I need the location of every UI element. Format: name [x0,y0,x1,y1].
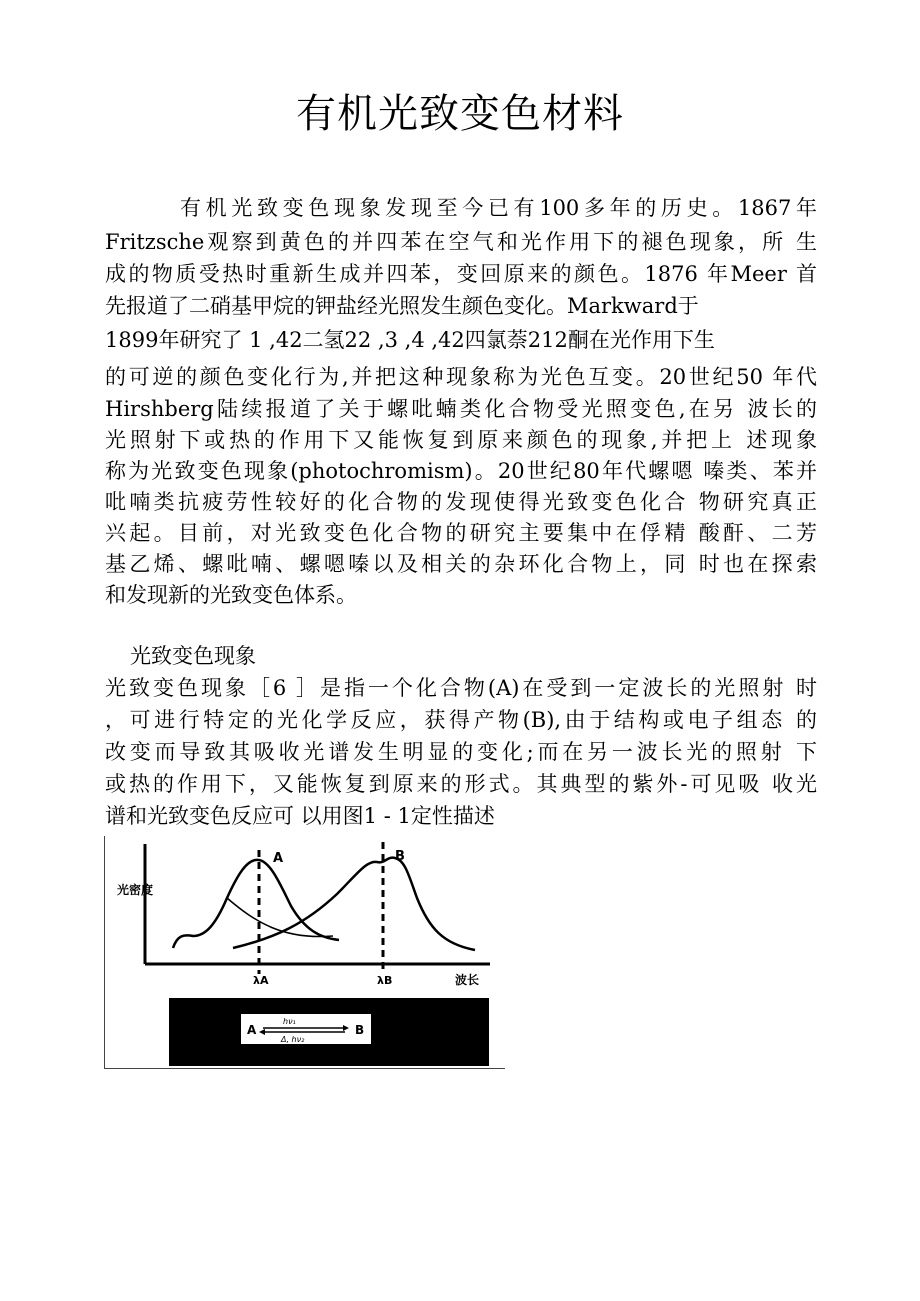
text-line: 的可逆的颜色变化行为,并把这种现象称为光色互变。20世纪50 年代 [105,365,817,389]
forward-condition: hν₁ [283,1017,296,1026]
text-line: 称为光致变色现象(photochromism)。20世纪80年代螺嗯 嗪类、苯并 [105,459,817,483]
peak-a-label: A [273,851,284,866]
text-line: 基乙烯、螺吡喃、螺嗯嗪以及相关的杂环化合物上，同 时也在探索 [105,552,817,576]
text-line: 吡喃类抗疲劳性较好的化合物的发现使得光致变色化合 物研究真正 [105,490,817,514]
reactant-label: A [247,1023,257,1037]
text-line: 或热的作用下，又能恢复到原来的形式。其典型的紫外-可见吸 收光 [105,772,817,796]
curve-a [173,860,339,948]
lambda-b-label: λB [377,974,393,987]
text-line: 先报道了二硝基甲烷的钾盐经光照发生颜色变化。Markward于 [105,294,699,318]
text-line: 有机光致变色现象发现至今已有100多年的历史。1867年 [180,196,817,220]
figure-absorption-spectrum [104,836,505,1069]
reaction-panel [241,1014,371,1044]
product-label: B [355,1023,365,1037]
text-line: 兴起。目前，对光致变色化合物的研究主要集中在俘精 酸酐、二芳 [105,521,817,545]
text-line: ，可进行特定的光化学反应，获得产物(B),由于结构或电子组态 的 [105,708,817,732]
text-line: 和发现新的光致变色体系。 [105,583,357,607]
x-axis-label: 波长 [455,973,480,987]
section-heading: 光致变色现象 [130,644,256,668]
text-line: 光照射下或热的作用下又能恢复到原来颜色的现象,并把上 述现象 [105,428,817,452]
text-line: 成的物质受热时重新生成并四苯，变回原来的颜色。1876 年Meer 首 [105,262,817,286]
lambda-a-label: λA [253,974,269,987]
spectrum-diagram [105,836,505,1068]
reverse-condition: Δ, hν₂ [281,1035,305,1044]
text-line: 改变而导致其吸收光谱发生明显的变化;而在另一波长光的照射 下 [105,740,817,764]
text-line: 1899年研究了 1 ,42二氢22 ,3 ,4 ,42四氯萘212酮在光作用下生 [105,328,715,352]
text-line: Fritzsche观察到黄色的并四苯在空气和光作用下的褪色现象，所 生 [105,230,817,254]
curve-a-tail [227,898,333,937]
curve-b [233,858,475,950]
text-line: Hirshberg陆续报道了关于螺吡蝻类化合物受光照变色,在另 波长的 [105,397,817,421]
page-title: 有机光致变色材料 [296,91,624,137]
text-line: 谱和光致变色反应可 以用图1 - 1定性描述 [105,804,495,828]
peak-b-label: B [395,849,405,864]
text-line: 光致变色现象［6 ］是指一个化合物(A)在受到一定波长的光照射 时 [105,676,817,700]
y-axis-label: 光密度 [117,883,154,897]
